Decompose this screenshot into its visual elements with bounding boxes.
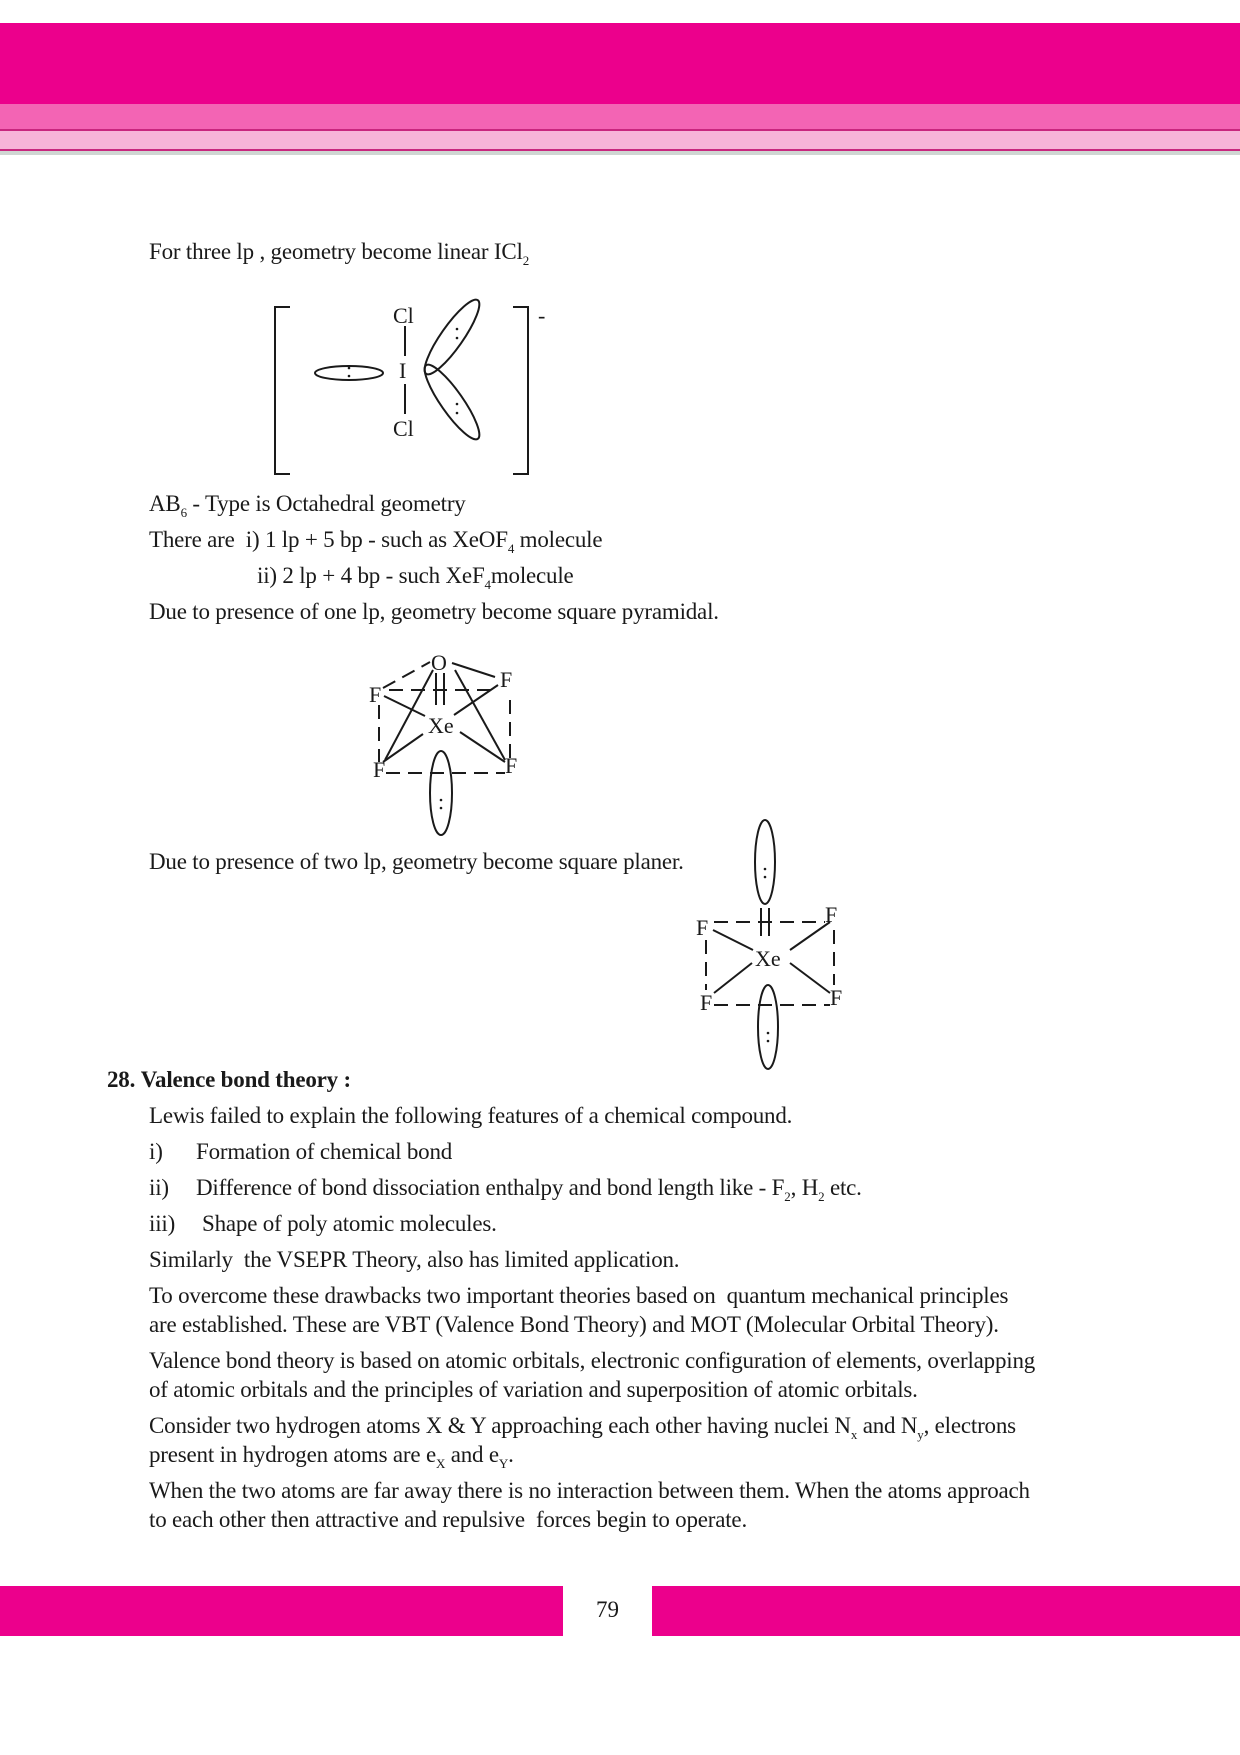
lone-pair-top [755,820,775,904]
para-far-line-2: to each other then attractive and repulsive forces begin to operate. [149,1507,747,1532]
text-span: present in hydrogen atoms are e [149,1442,436,1467]
list-marker: iii) [149,1211,176,1236]
list-text: , H [790,1175,819,1200]
atom-f-top-left: F [369,682,382,707]
atom-f-top-left: F [696,915,709,940]
list-text: etc. [824,1175,862,1200]
footer-band-right [652,1586,1240,1636]
atom-f-bottom-left: F [700,990,713,1015]
charge-label: - [538,303,546,328]
subscript: y [917,1427,924,1442]
list-marker: i) [149,1139,163,1164]
para-consider-line-2 [149,1441,514,1469]
atom-i-center: I [399,358,407,383]
atom-f-bottom-right: F [830,985,843,1010]
text-span: molecule [490,563,574,588]
atom-xe: Xe [428,713,454,738]
para-vbt-line-1: Valence bond theory is based on atomic orbitals, electronic configuration of elements, overlapping [149,1348,1036,1373]
subscript: 6 [180,505,187,520]
list-marker: ii) [149,1175,169,1200]
subscript: 2 [818,1189,825,1204]
atom-f-top-right: F [500,667,513,692]
lone-pair-bottom [758,985,778,1069]
para-far-line-1: When the two atoms are far away there is no interaction between them. When the atoms approach [149,1478,1030,1503]
atom-cl-top: Cl [393,303,414,328]
subscript: 4 [484,577,491,592]
list-text: Difference of bond dissociation enthalpy and bond length like - F [196,1175,785,1200]
text-span: . [508,1442,514,1467]
atom-f-bottom-left: F [373,757,386,782]
text-span: - Type is Octahedral geometry [186,491,466,516]
text-span: molecule [514,527,603,552]
para-overcome-line-1: To overcome these drawbacks two important theories based on quantum mechanical principles [149,1283,1009,1308]
subscript: 2 [784,1189,791,1204]
section-heading [107,1066,351,1094]
text-span: , electrons [923,1413,1016,1438]
para-vbt-line-2: of atomic orbitals and the principles of variation and superposition of atomic orbitals. [149,1377,918,1402]
text-span: and e [445,1442,499,1467]
list-item [149,1174,862,1202]
text-span: ii) 2 lp + 4 bp - such XeF [257,563,485,588]
subscript: X [435,1456,446,1471]
text-span: There are i) 1 lp + 5 bp - such as XeOF [149,527,508,552]
atom-f-top-right: F [825,902,838,927]
subscript: 4 [507,541,515,556]
list-text: Formation of chemical bond [196,1139,453,1164]
atom-o: O [431,650,447,675]
text-lewis-intro: Lewis failed to explain the following features of a chemical compound. [149,1103,793,1128]
text-line-one-lp: Due to presence of one lp, geometry become square pyramidal. [149,599,719,624]
para-overcome-line-2: are established. These are VBT (Valence Bond Theory) and MOT (Molecular Orbital Theory). [149,1312,999,1337]
subscript: x [850,1427,858,1442]
atom-xe: Xe [755,946,781,971]
text-span: AB [149,491,181,516]
list-item [149,1210,497,1238]
atom-f-bottom-right: F [505,753,518,778]
text-span: and N [857,1413,918,1438]
para-consider-line-1 [149,1412,1016,1440]
page-number: 79 [596,1597,619,1622]
subscript: 2 [522,253,530,268]
text-line-two-lp: Due to presence of two lp, geometry become square planer. [149,849,684,874]
subscript: Y [498,1456,509,1471]
section-title: Valence bond theory : [140,1067,351,1092]
list-text: Shape of poly atomic molecules. [202,1211,497,1236]
footer-band-left [0,1586,563,1636]
list-item [149,1138,452,1166]
text-span: For three lp , geometry become linear ICl [149,239,523,264]
atom-cl-bottom: Cl [393,416,414,441]
section-number: 28. [107,1067,136,1092]
text-vsepr: Similarly the VSEPR Theory, also has limited application. [149,1247,680,1272]
text-span: Consider two hydrogen atoms X & Y approaching each other having nuclei N [149,1413,851,1438]
